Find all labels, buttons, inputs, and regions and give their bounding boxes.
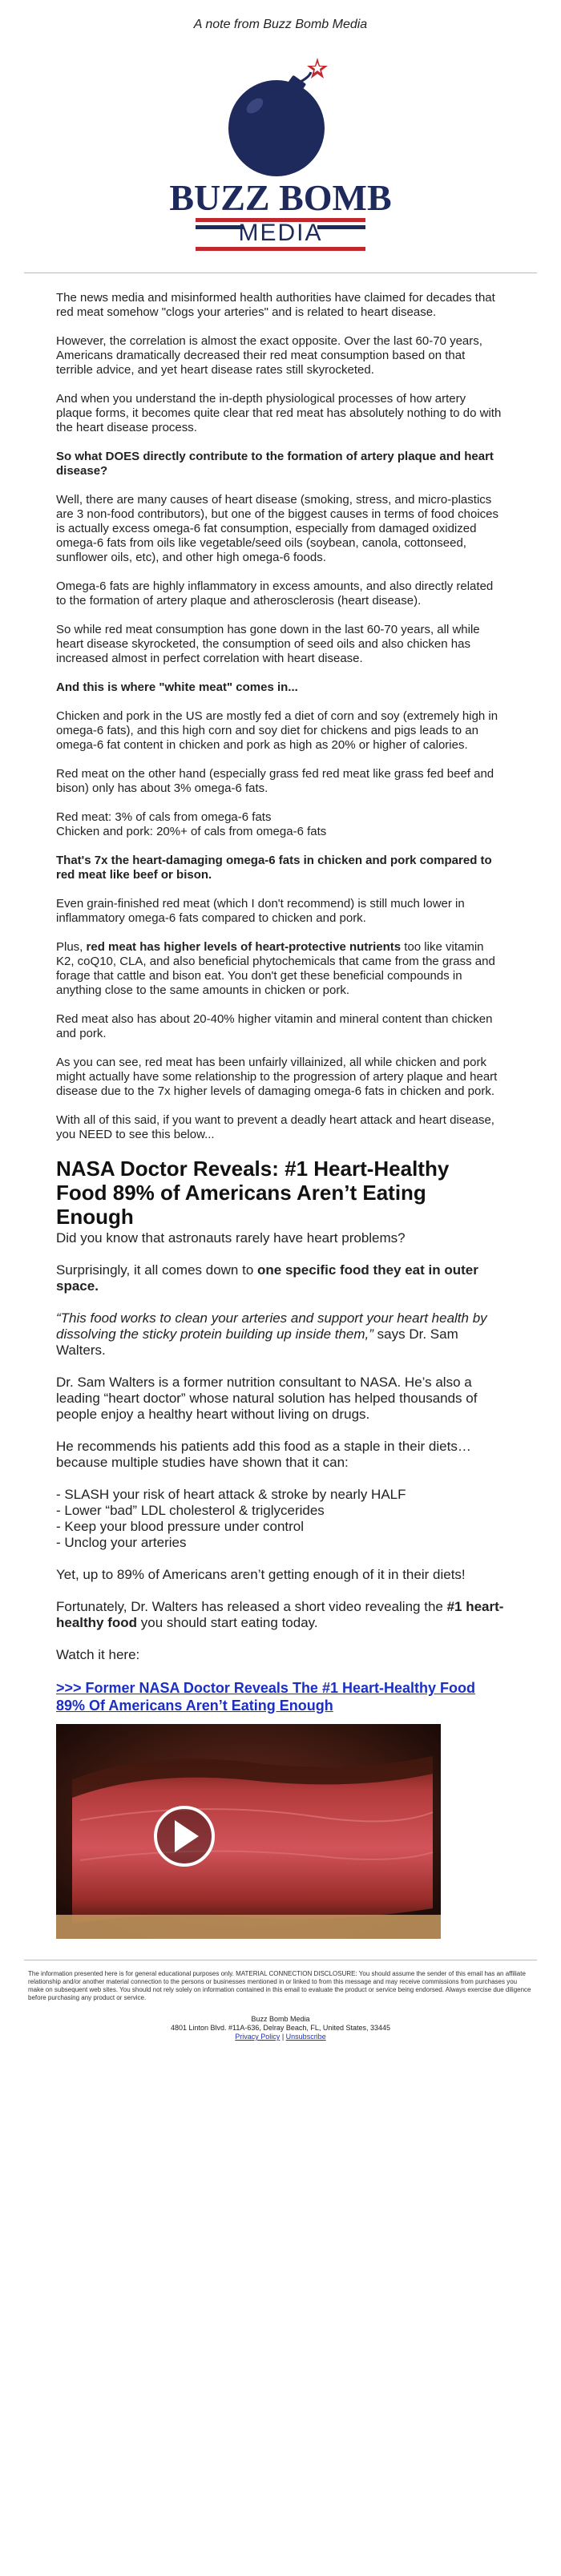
- quote-text: “This food works to clean your arteries and support your heart health by dissolving the sticky protein building up inside them,”: [56, 1310, 487, 1342]
- list-item: - Lower “bad” LDL cholesterol & triglycerides: [56, 1503, 325, 1518]
- logo-text-top: BUZZ BOMB: [169, 177, 392, 218]
- text: Fortunately, Dr. Walters has released a short video revealing the: [56, 1599, 447, 1614]
- paragraph: Omega-6 fats are highly inflammatory in excess amounts, and also directly related to the formation of artery plaque and atherosclerosis (heart disease).: [56, 579, 494, 608]
- paragraph: As you can see, red meat has been unfairly villainized, all while chicken and pork might actually have some relationship to the progression of artery plaque and heart disease due to the 7x higher levels of damaging omega-6 fats in chicken and pork.: [56, 1056, 498, 1098]
- bomb-logo-icon: [160, 40, 401, 273]
- paragraph: The news media and misinformed health authorities have claimed for decades that red meat somehow "clogs your arteries" and is related to heart disease.: [56, 291, 495, 319]
- list-item: - Unclog your arteries: [56, 1535, 187, 1550]
- subheading: That's 7x the heart-damaging omega-6 fats in chicken and pork compared to red meat like beef or bison.: [56, 854, 492, 882]
- list-item: - SLASH your risk of heart attack & stroke by nearly HALF: [56, 1487, 406, 1502]
- company-name: Buzz Bomb Media: [251, 2015, 310, 2023]
- paragraph: With all of this said, if you want to prevent a deadly heart attack and heart disease, you NEED to see this below...: [56, 1113, 494, 1141]
- paragraph: Dr. Sam Walters is a former nutrition consultant to NASA. He’s also a leading “heart doctor” whose natural solution has helped thousands of people enjoy a healthy heart without living on drugs.: [56, 1375, 478, 1422]
- quote: [56, 1310, 505, 1359]
- footer-links: [0, 2033, 561, 2041]
- privacy-policy-link[interactable]: Privacy Policy: [235, 2033, 280, 2041]
- paragraph: Red meat on the other hand (especially grass fed red meat like grass fed beef and bison) only has about 3% omega-6 fats.: [56, 767, 494, 795]
- paragraph: Chicken and pork in the US are mostly fed a diet of corn and soy (extremely high in omega-6 fats), and this high corn and soy diet for chickens and pigs leads to an omega-6 fat content in chicken and pork as high as 20% or higher of calories.: [56, 709, 498, 752]
- emphasis: #1 heart-healthy food: [56, 1599, 504, 1630]
- footer-address-block: [0, 2015, 561, 2057]
- preheader: A note from Buzz Bomb Media: [193, 18, 368, 31]
- disclaimer: The information presented here is for general educational purposes only. MATERIAL CONNECTION DISCLOSURE: You should assume the sender of this email has an affiliate relationship and/or another material connection to the persons or businesses mentioned in or linked to from this message and may receive commissions from purchases you make on subsequent web sites. You should not rely solely on information contained in this email to evaluate the product or service being endorsed. Always exercise due diligence before purchasing any product or service.: [28, 1970, 531, 2001]
- paragraph: Well, there are many causes of heart disease (smoking, stress, and micro-plastics are 3 non-food contributors), but one of the biggest causes in terms of food choices is actually excess omega-6 fat consumption, especially from damaged oxidized omega-6 fats from oils like vegetable/seed oils (soybean, canola, cottonseed, sunflower oils, etc), and other high omega-6 foods.: [56, 493, 498, 564]
- paragraph: Did you know that astronauts rarely have heart problems?: [56, 1230, 406, 1246]
- emphasis: red meat has higher levels of heart-protective nutrients: [86, 940, 402, 954]
- steak-image: [56, 1724, 441, 1939]
- paragraph: However, the correlation is almost the exact opposite. Over the last 60-70 years, Americans dramatically decreased their red meat consumption based on that terrible advice, and yet heart disease rates still skyrocketed.: [56, 334, 482, 377]
- text: Plus,: [56, 940, 87, 954]
- paragraph: He recommends his patients add this food as a staple in their diets… because multiple studies have shown that it can:: [56, 1439, 471, 1470]
- list-item: - Keep your blood pressure under control: [56, 1519, 305, 1534]
- comparison-red-meat: Red meat: 3% of cals from omega-6 fats: [56, 810, 272, 824]
- comparison-chicken-pork: Chicken and pork: 20%+ of cals from omega-6 fats: [56, 825, 327, 838]
- quote-attribution: says Dr. Sam Walters.: [56, 1326, 458, 1358]
- text: Surprisingly, it all comes down to: [56, 1262, 258, 1278]
- logo-text-bottom: MEDIA: [238, 220, 323, 246]
- postal-address: 4801 Linton Blvd. #11A-636, Delray Beach, FL, United States, 33445: [170, 2024, 390, 2032]
- paragraph: So while red meat consumption has gone down in the last 60-70 years, all while heart disease skyrocketed, the consumption of seed oils and also chicken has increased almost in perfect correlation with heart disease.: [56, 623, 480, 665]
- link-separator: |: [281, 2033, 285, 2041]
- paragraph: And when you understand the in-depth physiological processes of how artery plaque forms, it becomes quite clear that red meat has absolutely nothing to do with the heart disease process.: [56, 392, 502, 434]
- article-body: [56, 273, 505, 1142]
- promo-headline: NASA Doctor Reveals: #1 Heart-Healthy Food 89% of Americans Aren’t Eating Enough: [56, 1157, 450, 1229]
- video-thumbnail[interactable]: [56, 1724, 441, 1939]
- paragraph: [56, 940, 505, 998]
- subheading: So what DOES directly contribute to the formation of artery plaque and heart disease?: [56, 450, 494, 478]
- logo: [0, 40, 561, 273]
- paragraph: [56, 1599, 505, 1631]
- video-cta-link[interactable]: >>> Former NASA Doctor Reveals The #1 Heart-Healthy Food 89% Of Americans Aren’t Eating Enough: [56, 1680, 475, 1714]
- text: too like vitamin K2, coQ10, CLA, and also beneficial phytochemicals that came from the grass and forage that cattle and bison eat. You don't get these beneficial compounds in anything close to the same amounts in chicken or pork.: [56, 940, 495, 997]
- text: you should start eating today.: [137, 1615, 318, 1630]
- benefit-list: [56, 1487, 505, 1551]
- paragraph: Red meat also has about 20-40% higher vitamin and mineral content than chicken and pork.: [56, 1012, 493, 1040]
- paragraph: Yet, up to 89% of Americans aren’t getting enough of it in their diets!: [56, 1567, 466, 1582]
- subheading: And this is where "white meat" comes in...: [56, 680, 298, 694]
- comparison: [56, 810, 505, 839]
- paragraph: Even grain-finished red meat (which I don't recommend) is still much lower in inflammatory omega-6 fats compared to chicken and pork.: [56, 897, 465, 925]
- paragraph: Watch it here:: [56, 1647, 140, 1662]
- unsubscribe-link[interactable]: Unsubscribe: [285, 2033, 326, 2041]
- promo-section: [56, 1157, 505, 1939]
- paragraph: [56, 1262, 505, 1294]
- emphasis: one specific food they eat in outer space.: [56, 1262, 478, 1294]
